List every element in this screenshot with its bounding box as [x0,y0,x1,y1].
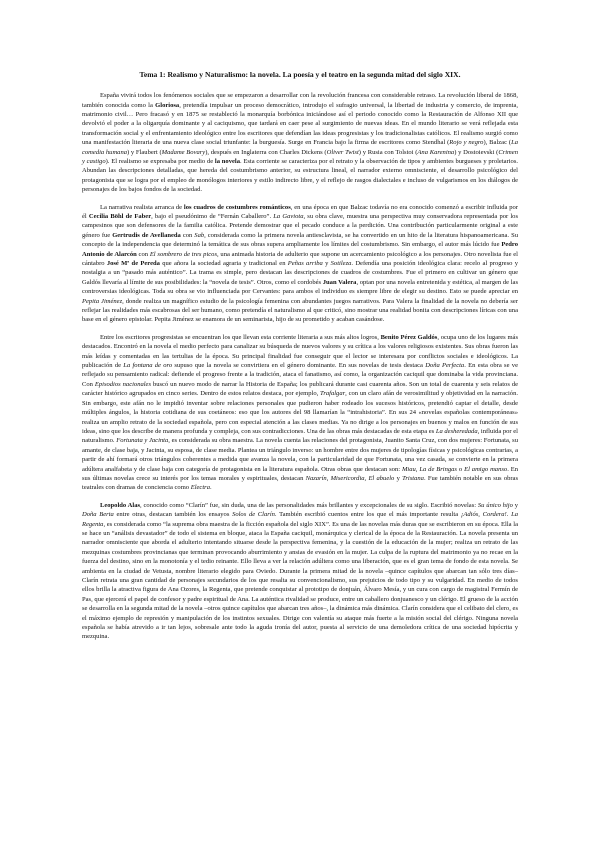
italic-run: Doña Perfecta [425,362,465,370]
bold-run: Leopoldo Alas [100,501,141,509]
italic-run: La comedia humana [82,139,518,156]
text-run: entre otras, destacan también los ensayos [113,511,233,519]
text-run: , [326,474,331,482]
text-run: , bajo el pseudónimo de “Fernán Caballero”. [151,212,274,220]
italic-run: La desheredada [435,427,478,435]
text-run: con [136,250,150,258]
italic-run: Tristana [402,474,424,482]
text-run: , con un claro afán de verosimilitud y objetividad en la narración. Sin embargo, este afán no le impidió inventar sobre relaciones personales que pudieron haber rodeado los sucesos históricos, pretendió captar el detalle, desde múltiples ángulos, la historia cotidiana de sus coetáneos: eso que los autores del 98 llamarían la “intrahistoria”. En sus 24 «novelas españolas contemporáneas» realiza un amplio retrato de la sociedad española, pero con especial atención a las clases medias. Ya no dirige a los personajes en buenos y malos en función de sus ideas, sino que los describe de manera profunda y compleja, con sus contradicciones. Una de las obras más destacadas de esta etapa es [82,390,518,435]
text-run: que añora la sociedad agraria y tradicional en [159,260,288,268]
italic-run: Miau [401,465,416,473]
italic-run: Sab [194,231,205,239]
italic-run: Electra [190,484,210,492]
italic-run: Rojo y negro [449,139,484,147]
text-run: , donde realiza un magnífico estudio de la psicología femenina con abundantes juegos narrativos. Para Valera la finalidad de la novela no debería ser reflejar las realidades más escabrosas del ser humano, como pretendía el naturalismo al que criticó, sino mostrar una realidad bonita con descripciones líricas con una base en el género epistolar. Pepita Jiménez se enamora de un seminarista, hijo de su prometido y acaban casándose. [82,297,518,324]
bold-run: Pedro Antonio de Alarcón [82,241,518,258]
text-run: . Defendía una posición ideológica clara: recelo al progreso y nostalgia a un “pasado más auténtico”. La trama es simple, pero destacan las descripciones de cuadros de costumbres. Fue el primero en cultivar un género que Galdós llevaría al límite de sus posibilidades: la “novela de tesis”. Otros, como el cordobés [82,260,518,286]
bold-run: la novela [214,157,240,165]
text-run: , su obra clave, muestra una perspectiva muy conservadora representada por los campesinos que son defensores de la familia católica. Pretende demostrar que el pecado conduce a la perdición. Una contribución particularmente original a este género fue [82,212,518,239]
italic-run: Sotileza [330,260,352,268]
text-run: , en una época en que Balzac todavía no era conocido comenzó a escribir influida por él [82,203,519,220]
text-run: , conocido como “Clarín” fue, sin duda, una de las personalidades más brillantes y excepcionales de su siglo. Escribió novelas: [140,501,478,509]
text-run: , es considerada su obra maestra. La novela cuenta las relaciones del protagonista, Juanito Santa Cruz, con dos mujeres: Fortunata, su amante, de clase baja, y Jacinta, su esposa, de clase media. Plantea un triángulo inverso: un hombre entre dos mujeres de tipologías físicas y psicológicas contrarias, a partir de ahí formará otros triángulos coherentes a medida que avanza la novela, con la particularidad de que Fortunata, una vez casada, se convierte en la primera adúltera analfabeta y de clase baja con categoría de protagonista en la literatura española. Otras obras que destacan son: [82,437,518,473]
italic-run: Ana Karenina [417,148,455,156]
italic-run: La Regenta [82,511,518,528]
text-run: , [415,465,420,473]
text-run: Entre los escritores progresistas se encuentran los que llevan esta corriente literaria a sus más altos logros, [100,333,381,341]
italic-run: Madame Bovary [161,148,206,156]
paragraph-3 [82,333,518,493]
bold-run: Cecilia Böhl de Faber [88,212,152,220]
bold-run: José Mª de Pereda [106,260,160,268]
italic-run: Su único hijo [477,501,513,509]
text-run: ). El realismo se expresaba por medio de [105,157,215,165]
text-run: La narrativa realista arranca de [100,203,184,211]
text-run: ), después en Inglaterra con Charles Dickens ( [205,148,327,156]
text-run: , ocupa uno de los lugares más destacados. Encontró en la novela el medio perfecto para canalizar su búsqueda de nuevos valores y su crítica a los valores religiosos existentes. Sus obras fueron las más leídas y comentadas en las tertulias de la época. Su principal finalidad fue conseguir que el lector se interesara por conflictos sociales e ideológicos. La publicación de [82,333,518,370]
bold-run: los cuadros de costumbres románticos [183,203,291,211]
text-run: supuso que la novela se convirtiera en el género dominante. En sus novelas de tesis destaca [172,362,426,370]
text-run: , optan por una novela entretenida y estética, al margen de las controversias ideológicas. Toda su obra se vio influenciada por Cervantes: para ambos el individuo es siempre libre de elegir su destino. Esto se puede apreciar en [82,278,518,296]
paragraph-4 [82,501,518,642]
paragraph-1 [82,91,518,194]
text-run: . Esta corriente se caracteriza por el retrato y la observación de tipos y ambientes burgueses y proletarios. Abundan las descripciones detalladas, que hereda del costumbrismo anterior, su estructura lineal, el narrador externo omnisciente, el desarrollo psicológico del protagonista que se logra por el empleo de monólogos interiores y estilo indirecto libre, y el reflejo de rasgos dialectales e incluso de vulgarismos en los diálogos de personajes de los bajos fondos de la sociedad. [82,157,518,194]
text-run: y [322,260,331,268]
body-text [82,91,518,642]
text-run: , una animada historia de adulterio que supone un acercamiento psicológico a los personajes. Otro novelista fue el cántabro [82,250,518,268]
page-title: Tema 1: Realismo y Naturalismo: la novela. La poesía y el teatro en la segunda mitad del siglo XIX. [139,70,461,79]
text-run: y [394,474,403,482]
italic-run: ¡Adiós, Cordera! [460,511,507,519]
italic-run: Nazarín [305,474,327,482]
italic-run: Oliver Twist [326,148,359,156]
italic-run: La Gaviota [273,212,304,220]
text-run: buscó un nuevo modo de narrar la Historia de España; los publicará durante casi cuarenta años. Son un total de cuarenta y seis relatos de carácter histórico agrupados en cinco series. Dentro de estos relatos destaca, por ejemplo, [82,380,519,398]
italic-run: Episodios nacionales [94,380,152,388]
text-run: , pretendía impulsar un proceso democrático, introdujo el sufragio universal, la libertad de industria y comercio, de imprenta, matrimonio civil… Pero fracasó y en 1875 se restableció la monarquía borbónica iniciándose así el periodo conocido como la Restauración de Alfonso XII que devolvió el poder a la oligarquía dominante y al caciquismo, que tardará en caer pese al surgimiento de nuevas ideas. En el mundo literario se verá reflejada esta transformación social y el enfrentamiento ideológico entre los escritores que defendían las ideas progresistas y los tradicionalistas católicos. El realismo surgió como una manifestación literaria de una nueva clase social triunfante: la burguesía. Surge en Francia bajo la firma de escritores como Stendhal ( [82,101,518,147]
italic-run: Crimen y castigo [82,148,518,165]
bold-run: Benito Pérez Galdós [380,333,438,341]
text-run: y [512,501,518,509]
italic-run: El sombrero de tres picos [149,250,217,258]
text-run: con [180,231,195,239]
italic-run: El abuelo [368,474,395,482]
text-run: , es considerada como “la suprema obra maestra de la ficción española del siglo XIX”. Es una de las novelas más duras que se escribieron en su época. Ella la se hace un “análisis devastador” de todo el sistema en bloque, ataca la España caciquil, monárquica y clerical de la época de la Restauración. La novela presenta un narrador omnisciente que aborda el adulterio intentando situarse desde la perspectiva femenina, y la cuestión de la educación de la mujer; realiza un retrato de las mezquinas costumbres provincianas que terminan provocando aburrimiento y ansias de evasión en la mujer. La culpa de la ruptura del matrimonio ya no recae en la fuerza del destino, sino en la monotonía y el tedio reinante. Ello lleva a ver la relación adúltera como una liberación, que es el gran tema de fondo de esta novela. Se ambienta en la ciudad de Vetusta, nombre literario elegido para Oviedo. Durante la primera mitad de la novela –quince capítulos que abarcan tan sólo tres días– Clarín retrata una gran cantidad de personajes secundarios de los que resalta su convencionalismo, sus prejuicios de todo tipo y su vulgaridad. En medio de todos ellos brilla la atractiva figura de Ana Ozores, la Regenta, que pretende conquistar al prototipo de donjuán, Álvaro Mesía, y un cura con cargo de magistral Fermín de Pas, que ejercerá el papel de confesor y padre espiritual de Ana. La auténtica rivalidad se produce, entre un caballero donjuanesco y un clérigo. El grueso de la acción se desarrolla en la segunda mitad de la novela –otros quince capítulos que abarcan tres años–, la dinámica más dinámica. Clarín considera que el celibato del clero, es el máximo ejemplo de represión y manipulación de los instintos sexuales. Dirige con valentía su ataque más fuerte a la misión social del clérigo. Ninguna novela española se había atrevido a ir tan lejos, sobresale ante todo la aguda ironía del autor, puesta al servicio de una demoledora crítica de una sociedad hipócrita y mezquina. [82,520,518,641]
italic-run: Doña Berta [82,511,114,519]
text-run: ) y Flaubert ( [127,148,162,156]
italic-run: Fortunata y Jacinta [116,437,169,445]
italic-run: Peñas arriba [287,260,323,268]
text-run: ) y Dostoievski ( [454,148,499,156]
text-run: ) y Rusia con Tolstoi ( [358,148,418,156]
text-run: . [209,484,212,492]
text-run: . En sus últimas novelas crece su interés por los temas morales y espirituales, destacan [82,465,519,482]
italic-run: El amigo manso [464,465,508,473]
text-run: España vivirá todos los fenómenos sociales que se empezaron a desarrollar con la revolución francesa con considerable retraso. La revolución liberal de 1868, también conocida como la [82,92,518,109]
text-run: . [506,511,512,519]
text-run: o [456,465,465,473]
bold-run: Juan Valera [322,278,357,286]
text-run: , considerada como la primera novela antiesclavista, se ha convertido en un hito de la literatura hispanoamericana. Su concepto de la independencia que determinó la temática de sus obras supera ampliamente los límites del costumbrismo. Sin embargo, el autor más lúcido fue [82,231,518,249]
text-run: ), Balzac ( [483,139,512,147]
italic-run: Pepita Jiménez [82,297,123,305]
text-run: , influida por el naturalismo. [82,427,518,445]
italic-run: Solos de Clarín [232,511,275,519]
italic-run: La fontana de oro [123,362,173,370]
italic-run: Trafalgar [320,390,346,398]
paragraph-2 [82,203,518,325]
text-run: . También escribió cuentos entre los que el más importante resulta [274,511,461,519]
bold-run: Gertrudis de Avellaneda [112,231,181,239]
text-run: . En esta obra se ve reflejado su pensamiento radical: defiende el progreso frente a la tradición, ataca el fanatismo, así como, la organización caciquil que dominaba la vida provinciana. Con [82,362,518,388]
italic-run: Misericordia [330,474,365,482]
text-run: , [364,474,369,482]
italic-run: La de Bringas [419,465,457,473]
text-run: . Fue también notable en sus obras teatrales con dramas de conciencia como [82,474,518,492]
bold-run: Gloriosa [155,101,180,109]
